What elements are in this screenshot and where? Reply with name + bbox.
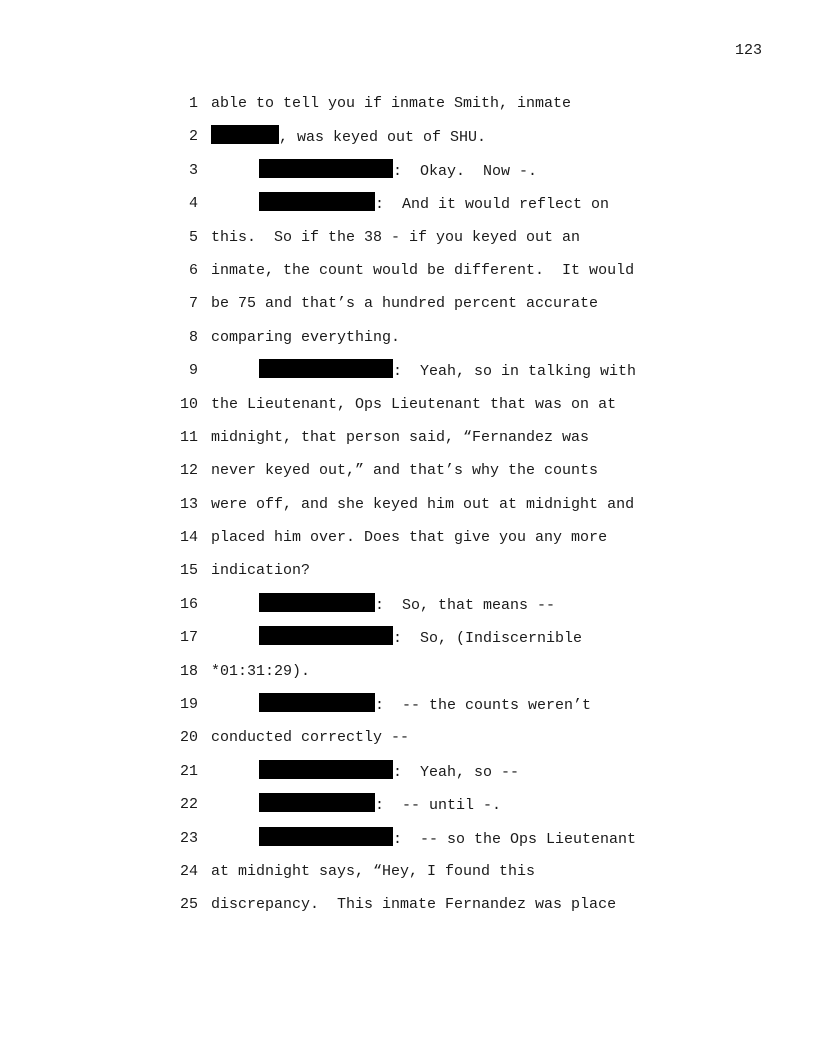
transcript-line bbox=[0, 125, 816, 158]
line-number: 10 bbox=[179, 395, 198, 413]
line-number: 25 bbox=[179, 896, 198, 914]
transcript-line bbox=[0, 660, 816, 693]
line-number: 21 bbox=[179, 762, 198, 780]
line-text: be 75 and that’s a hundred percent accurate bbox=[211, 295, 599, 313]
line-number: 5 bbox=[188, 228, 198, 246]
line-number: 2 bbox=[188, 128, 198, 146]
transcript-line bbox=[0, 459, 816, 492]
transcript-line bbox=[0, 593, 816, 626]
line-text: at midnight says, “Hey, I found this bbox=[211, 862, 536, 880]
transcript-line bbox=[0, 393, 816, 426]
line-text: indication? bbox=[211, 562, 311, 580]
transcript-line bbox=[0, 159, 816, 192]
line-text: inmate, the count would be different. It would bbox=[211, 261, 635, 279]
page-number: 123 bbox=[734, 42, 762, 59]
line-number: 4 bbox=[188, 195, 198, 213]
line-text: : So, that means -- bbox=[375, 596, 556, 614]
line-number: 24 bbox=[179, 862, 198, 880]
line-number: 15 bbox=[179, 562, 198, 580]
line-number: 13 bbox=[179, 495, 198, 513]
speaker-redaction-box bbox=[259, 359, 393, 378]
line-text: : Yeah, so in talking with bbox=[393, 363, 637, 381]
speaker-redaction-box bbox=[259, 793, 375, 812]
line-number: 20 bbox=[179, 729, 198, 747]
speaker-redaction-box bbox=[259, 626, 393, 645]
line-number: 14 bbox=[179, 529, 198, 547]
transcript-line bbox=[0, 827, 816, 860]
line-text: never keyed out,” and that’s why the counts bbox=[211, 462, 599, 480]
line-number: 1 bbox=[188, 95, 198, 112]
transcript-line bbox=[0, 226, 816, 259]
redaction-box bbox=[211, 125, 279, 144]
line-number: 8 bbox=[188, 328, 198, 346]
line-text: able to tell you if inmate Smith, inmate bbox=[211, 95, 572, 112]
transcript-line bbox=[0, 626, 816, 659]
transcript-line bbox=[0, 493, 816, 526]
transcript-line bbox=[0, 726, 816, 759]
line-text: : -- the counts weren’t bbox=[375, 697, 592, 715]
speaker-redaction-box bbox=[259, 192, 375, 211]
line-text: the Lieutenant, Ops Lieutenant that was on at bbox=[211, 395, 617, 413]
transcript-line bbox=[0, 326, 816, 359]
transcript-line bbox=[0, 760, 816, 793]
line-text: : And it would reflect on bbox=[375, 196, 610, 214]
line-number: 16 bbox=[179, 595, 198, 613]
transcript-line bbox=[0, 92, 816, 125]
transcript-line bbox=[0, 559, 816, 592]
line-text: comparing everything. bbox=[211, 328, 401, 346]
line-number: 3 bbox=[188, 161, 198, 179]
transcript-line bbox=[0, 693, 816, 726]
line-number: 7 bbox=[188, 295, 198, 313]
line-text: were off, and she keyed him out at midnight and bbox=[211, 495, 635, 513]
line-number: 12 bbox=[179, 462, 198, 480]
line-number: 6 bbox=[188, 261, 198, 279]
line-text: discrepancy. This inmate Fernandez was place bbox=[211, 896, 617, 914]
line-text: this. So if the 38 - if you keyed out an bbox=[211, 228, 581, 246]
line-text: conducted correctly -- bbox=[211, 729, 410, 747]
line-text: *01:31:29). bbox=[211, 662, 311, 680]
line-text: placed him over. Does that give you any more bbox=[211, 529, 608, 547]
speaker-redaction-box bbox=[259, 159, 393, 178]
transcript-line bbox=[0, 292, 816, 325]
line-number: 23 bbox=[179, 829, 198, 847]
line-number: 19 bbox=[179, 696, 198, 714]
line-number: 11 bbox=[179, 428, 198, 446]
transcript-line bbox=[0, 860, 816, 893]
line-number: 9 bbox=[188, 362, 198, 380]
line-text: : -- until -. bbox=[375, 797, 502, 815]
transcript-body bbox=[0, 92, 816, 927]
line-text: : So, (Indiscernible bbox=[393, 630, 583, 648]
transcript-line bbox=[0, 426, 816, 459]
line-text: : Yeah, so -- bbox=[393, 763, 520, 781]
speaker-redaction-box bbox=[259, 693, 375, 712]
transcript-line bbox=[0, 526, 816, 559]
speaker-redaction-box bbox=[259, 827, 393, 846]
transcript-line bbox=[0, 192, 816, 225]
transcript-line bbox=[0, 259, 816, 292]
line-text: midnight, that person said, “Fernandez was bbox=[211, 428, 590, 446]
line-number: 18 bbox=[179, 662, 198, 680]
line-number: 17 bbox=[179, 629, 198, 647]
line-text: : -- so the Ops Lieutenant bbox=[393, 830, 637, 848]
transcript-line bbox=[0, 793, 816, 826]
transcript-line bbox=[0, 359, 816, 392]
line-text: : Okay. Now -. bbox=[393, 162, 538, 180]
speaker-redaction-box bbox=[259, 760, 393, 779]
transcript-line bbox=[0, 893, 816, 926]
speaker-redaction-box bbox=[259, 593, 375, 612]
line-text: , was keyed out of SHU. bbox=[279, 129, 487, 147]
line-number: 22 bbox=[179, 796, 198, 814]
